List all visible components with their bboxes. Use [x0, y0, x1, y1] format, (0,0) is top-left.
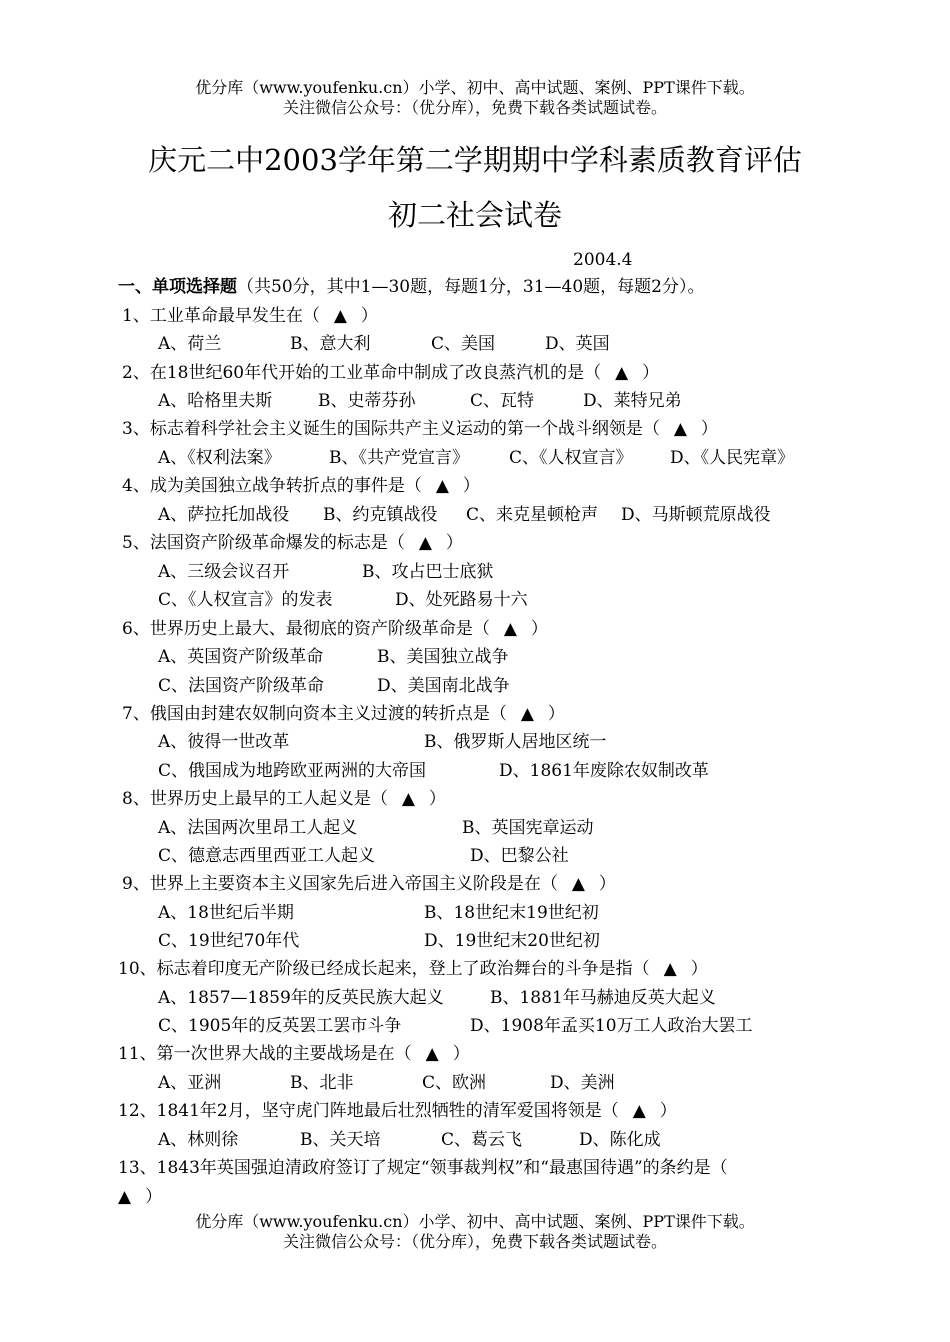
answer-mark-icon: ▲: [401, 789, 415, 809]
q9-option-c: C、19世纪70年代: [158, 931, 300, 951]
question-close: ）: [462, 476, 480, 496]
header-line-1: 优分库（www.youfenku.cn）小学、初中、高中试题、案例、PPT课件下载。: [195, 78, 755, 97]
q6-option-d: D、美国南北战争: [377, 676, 510, 696]
q4-option-c: C、来克星顿枪声: [466, 505, 599, 525]
question-close: ）: [428, 789, 446, 809]
footer-line-1: 优分库（www.youfenku.cn）小学、初中、高中试题、案例、PPT课件下载。: [195, 1212, 755, 1231]
exam-date: 2004.4: [573, 250, 633, 270]
q5-option-d: D、处死路易十六: [395, 590, 528, 610]
question-stem: 4、成为美国独立战争转折点的事件是（: [122, 476, 422, 496]
question-stem: 13、1843年英国强迫清政府签订了规定“领事裁判权”和“最惠国待遇”的条约是（: [118, 1158, 728, 1178]
question-8: [122, 788, 446, 810]
q4-option-b: B、约克镇战役: [323, 505, 438, 525]
q3-option-d: D、《人民宪章》: [670, 448, 795, 468]
question-13: [118, 1157, 728, 1179]
exam-subtitle: 初二社会试卷: [387, 198, 562, 232]
question-stem: 5、法国资产阶级革命爆发的标志是（: [122, 533, 405, 553]
q6-option-c: C、法国资产阶级革命: [158, 676, 325, 696]
q2-option-c: C、瓦特: [470, 391, 535, 411]
question-9: [122, 873, 616, 895]
question-stem: 7、俄国由封建农奴制向资本主义过渡的转折点是（: [122, 704, 507, 724]
q12-option-b: B、关天培: [300, 1130, 381, 1150]
answer-mark-icon: ▲: [615, 363, 629, 383]
answer-mark-icon: ▲: [520, 704, 534, 724]
q7-option-a: A、彼得一世改革: [158, 732, 290, 752]
question-close: ）: [547, 704, 565, 724]
question-stem: 10、标志着印度无产阶级已经成长起来，登上了政治舞台的斗争是指（: [118, 959, 650, 979]
question-close: ）: [659, 1101, 677, 1121]
q7-option-b: B、俄罗斯人居地区统一: [424, 732, 607, 752]
question-close: ）: [598, 874, 616, 894]
answer-mark-icon: ▲: [333, 306, 347, 326]
q4-option-d: D、马斯顿荒原战役: [621, 505, 771, 525]
question-close: ）: [642, 363, 660, 383]
answer-mark-icon: ▲: [632, 1101, 646, 1121]
question-stem: 1、工业革命最早发生在（: [122, 306, 320, 326]
question-close: ）: [690, 959, 708, 979]
footer-line-2: 关注微信公众号：（优分库），免费下载各类试题试卷。: [282, 1232, 667, 1251]
question-5: [122, 532, 463, 554]
q12-option-c: C、葛云飞: [441, 1130, 523, 1150]
question-stem: 8、世界历史上最早的工人起义是（: [122, 789, 388, 809]
answer-mark-icon: ▲: [418, 533, 432, 553]
question-1: [122, 305, 378, 327]
question-close: ）: [445, 533, 463, 553]
answer-mark-icon: ▲: [435, 476, 449, 496]
answer-mark-icon: ▲: [118, 1187, 132, 1207]
answer-mark-icon: ▲: [571, 874, 585, 894]
question-10: [118, 958, 708, 980]
q11-option-d: D、美洲: [550, 1073, 615, 1093]
q10-option-b: B、1881年马赫迪反英大起义: [490, 988, 716, 1008]
q12-option-d: D、陈化成: [579, 1130, 661, 1150]
q1-option-d: D、英国: [545, 334, 610, 354]
q11-option-c: C、欧洲: [422, 1073, 487, 1093]
q9-option-d: D、19世纪末20世纪初: [424, 931, 600, 951]
exam-title: 庆元二中2003学年第二学期期中学科素质教育评估: [148, 143, 802, 177]
question-7: [122, 703, 565, 725]
q3-option-c: C、《人权宣言》: [509, 448, 633, 468]
question-stem: 9、世界上主要资本主义国家先后进入帝国主义阶段是在（: [122, 874, 558, 894]
question-2: [122, 362, 659, 384]
question-close: ）: [360, 306, 378, 326]
question-stem: 6、世界历史上最大、最彻底的资产阶级革命是（: [122, 619, 490, 639]
question-close: ）: [530, 619, 548, 639]
q1-option-b: B、意大利: [290, 334, 371, 354]
q2-option-d: D、莱特兄弟: [583, 391, 682, 411]
q6-option-b: B、美国独立战争: [377, 647, 509, 667]
q1-option-c: C、美国: [431, 334, 496, 354]
question-close: ）: [452, 1044, 470, 1064]
q12-option-a: A、林则徐: [158, 1130, 239, 1150]
q10-option-c: C、1905年的反英罢工罢市斗争: [158, 1016, 402, 1036]
question-stem: 12、1841年2月，坚守虎门阵地最后壮烈牺牲的清军爱国将领是（: [118, 1101, 619, 1121]
q11-option-a: A、亚洲: [158, 1073, 222, 1093]
q3-option-b: B、《共产党宣言》: [329, 448, 469, 468]
q4-option-a: A、萨拉托加战役: [158, 505, 290, 525]
q10-option-d: D、1908年孟买10万工人政治大罢工: [470, 1016, 753, 1036]
q2-option-b: B、史蒂芬孙: [318, 391, 416, 411]
answer-mark-icon: ▲: [663, 959, 677, 979]
section-title: 一、单项选择题: [118, 277, 237, 297]
section-heading: [118, 276, 704, 298]
answer-mark-icon: ▲: [673, 419, 687, 439]
question-6: [122, 618, 548, 640]
q7-option-d: D、1861年废除农奴制改革: [499, 761, 709, 781]
question-12: [118, 1100, 677, 1122]
q6-option-a: A、英国资产阶级革命: [158, 647, 324, 667]
section-note: （共50分，其中1—30题，每题1分，31—40题，每题2分）。: [237, 277, 705, 297]
q11-option-b: B、北非: [290, 1073, 354, 1093]
q7-option-c: C、俄国成为地跨欧亚两洲的大帝国: [158, 761, 427, 781]
question-stem: 2、在18世纪60年代开始的工业革命中制成了改良蒸汽机的是（: [122, 363, 602, 383]
q8-option-b: B、英国宪章运动: [462, 818, 594, 838]
question-close: ）: [145, 1187, 163, 1207]
question-stem: 11、第一次世界大战的主要战场是在（: [118, 1044, 412, 1064]
q9-option-a: A、18世纪后半期: [158, 903, 294, 923]
question-11: [118, 1043, 470, 1065]
q5-option-a: A、三级会议召开: [158, 562, 290, 582]
answer-mark-icon: ▲: [425, 1044, 439, 1064]
q8-option-d: D、巴黎公社: [470, 846, 569, 866]
q10-option-a: A、1857—1859年的反英民族大起义: [158, 988, 444, 1008]
q8-option-c: C、德意志西里西亚工人起义: [158, 846, 376, 866]
header-line-2: 关注微信公众号：（优分库），免费下载各类试题试卷。: [282, 98, 667, 117]
question-stem: 3、标志着科学社会主义诞生的国际共产主义运动的第一个战斗纲领是（: [122, 419, 660, 439]
q3-option-a: A、《权利法案》: [158, 448, 281, 468]
q5-option-b: B、攻占巴士底狱: [362, 562, 494, 582]
question-close: ）: [700, 419, 718, 439]
q1-option-a: A、荷兰: [158, 334, 222, 354]
answer-mark-icon: ▲: [503, 619, 517, 639]
q9-option-b: B、18世纪末19世纪初: [424, 903, 599, 923]
question-4: [122, 475, 480, 497]
q8-option-a: A、法国两次里昂工人起义: [158, 818, 358, 838]
q5-option-c: C、《人权宣言》的发表: [158, 590, 333, 610]
question-3: [122, 418, 718, 440]
q2-option-a: A、哈格里夫斯: [158, 391, 273, 411]
question-13-continued: [118, 1186, 162, 1208]
